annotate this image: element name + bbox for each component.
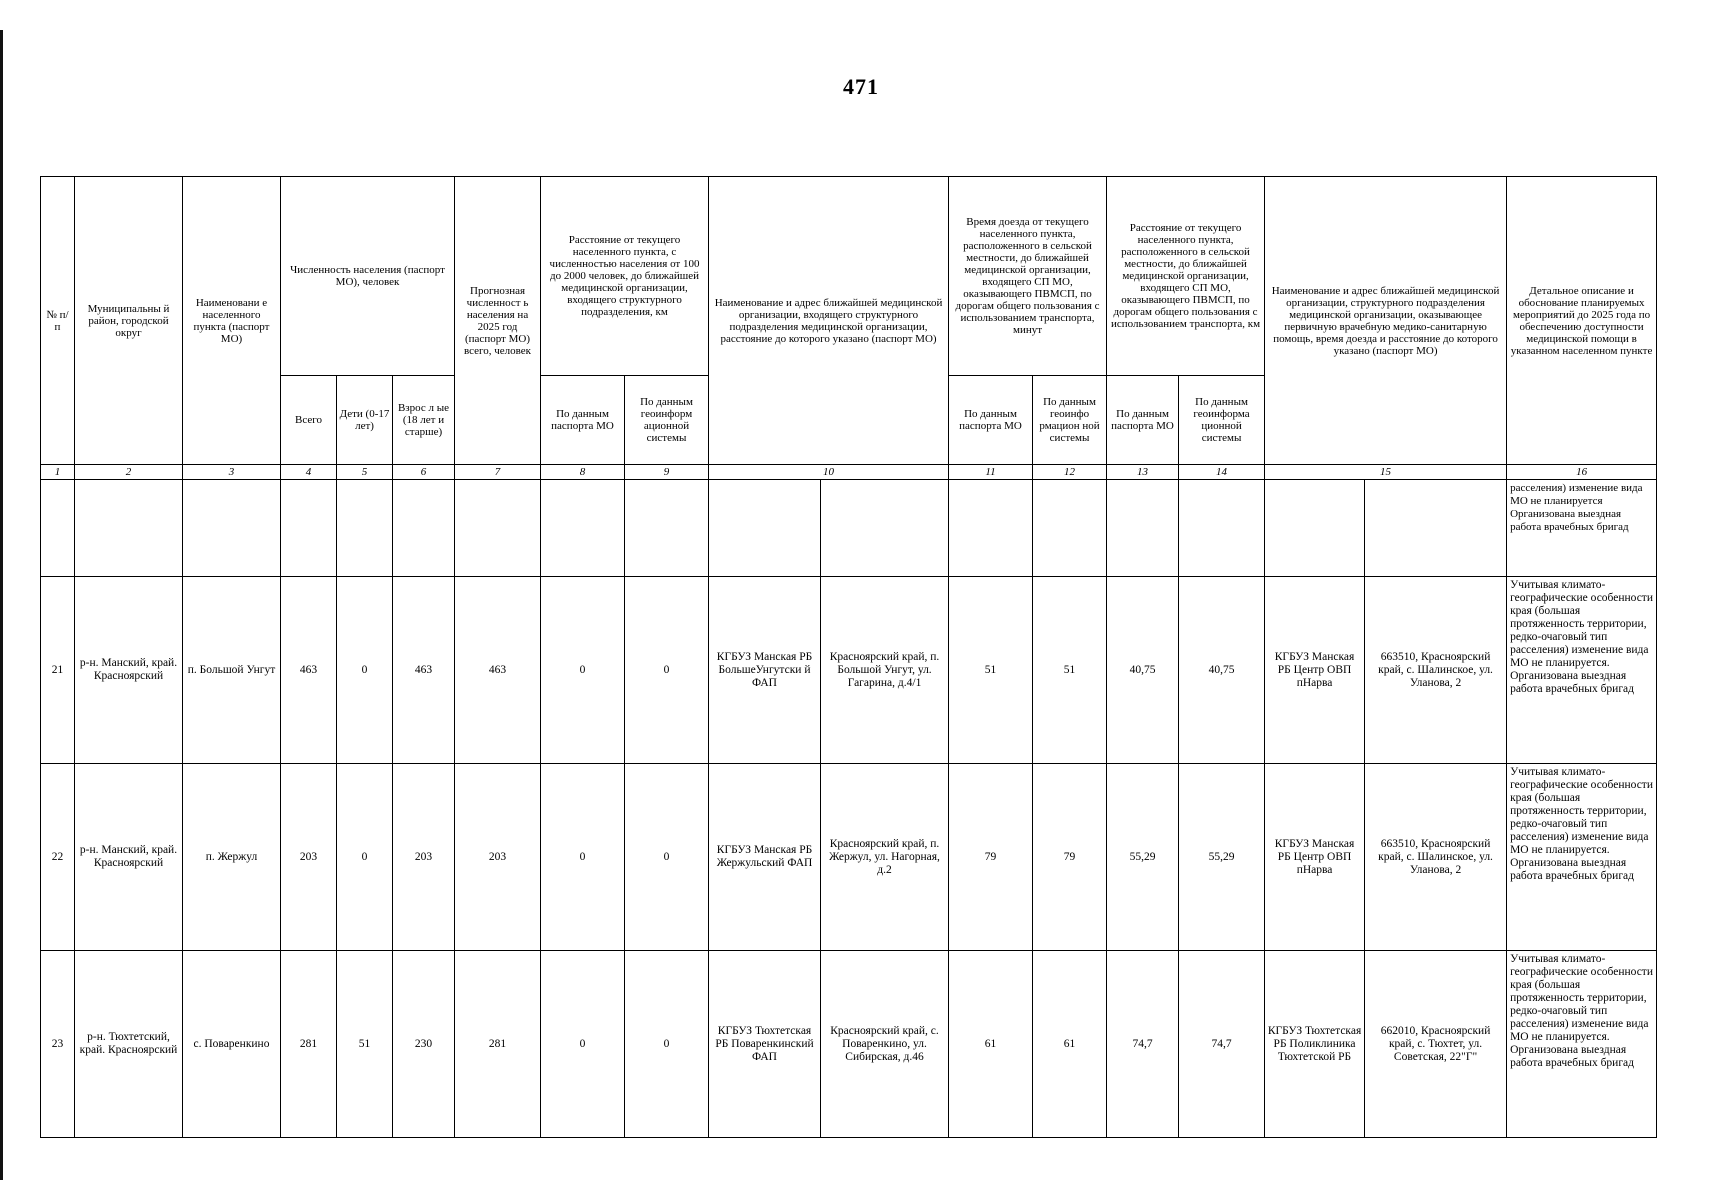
row-km-geo: 40,75: [1179, 577, 1265, 764]
col-header-description: Детальное описание и обоснование планируемых мероприятий до 2025 года по обеспечению доступности медицинской помощи в указанном населенном пункте: [1507, 177, 1657, 465]
col-header-population: Численность населения (паспорт МО), человек: [281, 177, 455, 376]
row-forecast: 463: [455, 577, 541, 764]
col-number: 5: [337, 465, 393, 480]
row-pvmsp-name: КГБУЗ Тюхтетская РБ Поликлиника Тюхтетской РБ: [1265, 951, 1365, 1138]
row-km-geo: 55,29: [1179, 764, 1265, 951]
col-header-travel-time: Время доезда от текущего населенного пункта, расположенного в сельской местности, до ближайшей медицинской организации, входящего СП МО, оказывающего ПВМСП, по дорогам общего пользования с использованием транспорта, минут: [949, 177, 1107, 376]
col-number: 8: [541, 465, 625, 480]
row-km-passport: 74,7: [1107, 951, 1179, 1138]
row-description: Учитывая климато-географические особенности края (большая протяженность территории, редко-очаговый тип расселения) изменение вида МО не планируется. Организована выездная работа врачебных бригад: [1507, 764, 1657, 951]
row-km-passport: 55,29: [1107, 764, 1179, 951]
row-pvmsp-address: 663510, Красноярский край, с. Шалинское, ул. Уланова, 2: [1365, 577, 1507, 764]
table-row: [41, 951, 1657, 1138]
row-mo-name: КГБУЗ Тюхтетская РБ Поваренкинский ФАП: [709, 951, 821, 1138]
col-header-time-geo: По данным геоинфо рмацион ной системы: [1033, 376, 1107, 465]
row-total: 281: [281, 951, 337, 1138]
row-children: 0: [337, 764, 393, 951]
row-time-passport: 79: [949, 764, 1033, 951]
row-num: 21: [41, 577, 75, 764]
col-header-km-passport: По данным паспорта МО: [1107, 376, 1179, 465]
row-settlement: п. Жержул: [183, 764, 281, 951]
col-number: 12: [1033, 465, 1107, 480]
row-time-passport: 51: [949, 577, 1033, 764]
row-time-geo: 51: [1033, 577, 1107, 764]
col-header-num: № п/ п: [41, 177, 75, 465]
row-mo-address: Красноярский край, п. Большой Унгут, ул. Гагарина, д.4/1: [821, 577, 949, 764]
row-settlement: с. Поваренкино: [183, 951, 281, 1138]
row-description: Учитывая климато-географические особенности края (большая протяженность территории, редко-очаговый тип расселения) изменение вида МО не планируется. Организована выездная работа врачебных бригад: [1507, 951, 1657, 1138]
table-row: [41, 764, 1657, 951]
col-header-distance-pvmsp: Расстояние от текущего населенного пункта, расположенного в сельской местности, до ближайшей медицинской организации, входящего СП МО, оказывающего ПВМСП, по дорогам общего пользования с использованием транспорта, км: [1107, 177, 1265, 376]
row-pvmsp-name: КГБУЗ Манская РБ Центр ОВП пНарва: [1265, 764, 1365, 951]
row-adults: 203: [393, 764, 455, 951]
page-number: 471: [843, 74, 879, 99]
col-number: 6: [393, 465, 455, 480]
row-forecast: 203: [455, 764, 541, 951]
row-dist-passport: 0: [541, 764, 625, 951]
col-header-forecast: Прогнозная численност ь населения на 2025 год (паспорт МО) всего, человек: [455, 177, 541, 465]
row-children: 51: [337, 951, 393, 1138]
col-header-dist-geo: По данным геоинформ ационной системы: [625, 376, 709, 465]
col-number: 3: [183, 465, 281, 480]
row-municipality: р-н. Тюхтетский, край. Красноярский: [75, 951, 183, 1138]
col-header-adults: Взрос л ые (18 лет и старше): [393, 376, 455, 465]
row-num: 23: [41, 951, 75, 1138]
col-number: 4: [281, 465, 337, 480]
row-total: 203: [281, 764, 337, 951]
row-pvmsp-name: КГБУЗ Манская РБ Центр ОВП пНарва: [1265, 577, 1365, 764]
row-pvmsp-address: 663510, Красноярский край, с. Шалинское, ул. Уланова, 2: [1365, 764, 1507, 951]
header-row: [41, 177, 1657, 376]
column-number-row: [41, 465, 1657, 480]
row-mo-address: Красноярский край, п. Жержул, ул. Нагорная, д.2: [821, 764, 949, 951]
table-row: [41, 577, 1657, 764]
row-mo-name: КГБУЗ Манская РБ БольшеУнгутски й ФАП: [709, 577, 821, 764]
col-number: 15: [1265, 465, 1507, 480]
row-time-geo: 61: [1033, 951, 1107, 1138]
row-time-geo: 79: [1033, 764, 1107, 951]
col-number: 1: [41, 465, 75, 480]
col-header-total: Всего: [281, 376, 337, 465]
row-dist-geo: 0: [625, 764, 709, 951]
col-number: 2: [75, 465, 183, 480]
row-time-passport: 61: [949, 951, 1033, 1138]
settlements-table: [40, 176, 1657, 1138]
col-header-distance-mo: Расстояние от текущего населенного пункта, с численностью населения от 100 до 2000 человек, до ближайшей медицинской организации, входящего структурного подразделения, км: [541, 177, 709, 376]
row-pvmsp-address: 662010, Красноярский край, с. Тюхтет, ул. Советская, 22"Г": [1365, 951, 1507, 1138]
col-number: 9: [625, 465, 709, 480]
col-header-nearest-pvmsp: Наименование и адрес ближайшей медицинской организации, структурного подразделения медицинской организации, оказывающее первичную врачебную медико-санитарную помощь, время доезда и расстояние до которого указано (паспорт МО): [1265, 177, 1507, 465]
col-header-time-passport: По данным паспорта МО: [949, 376, 1033, 465]
col-number: 16: [1507, 465, 1657, 480]
col-header-dist-passport: По данным паспорта МО: [541, 376, 625, 465]
col-header-children: Дети (0-17 лет): [337, 376, 393, 465]
col-header-nearest-mo: Наименование и адрес ближайшей медицинской организации, входящего структурного подразделения медицинской организации, расстояние до которого указано (паспорт МО): [709, 177, 949, 465]
col-number: 11: [949, 465, 1033, 480]
row-num: 22: [41, 764, 75, 951]
row-description: Учитывая климато-географические особенности края (большая протяженность территории, редко-очаговый тип расселения) изменение вида МО не планируется. Организована выездная работа врачебных бригад: [1507, 577, 1657, 764]
row-dist-geo: 0: [625, 951, 709, 1138]
row-children: 0: [337, 577, 393, 764]
row-mo-name: КГБУЗ Манская РБ Жержульский ФАП: [709, 764, 821, 951]
row-adults: 463: [393, 577, 455, 764]
row-mo-address: Красноярский край, с. Поваренкино, ул. Сибирская, д.46: [821, 951, 949, 1138]
scan-edge: [0, 30, 3, 1180]
row-forecast: 281: [455, 951, 541, 1138]
col-header-municipality: Муниципальны й район, городской округ: [75, 177, 183, 465]
col-header-km-geo: По данным геоинформа ционной системы: [1179, 376, 1265, 465]
row-settlement: п. Большой Унгут: [183, 577, 281, 764]
row-km-geo: 74,7: [1179, 951, 1265, 1138]
row-km-passport: 40,75: [1107, 577, 1179, 764]
row-total: 463: [281, 577, 337, 764]
col-header-settlement: Наименовани е населенного пункта (паспорт МО): [183, 177, 281, 465]
col-number: 7: [455, 465, 541, 480]
col-number: 13: [1107, 465, 1179, 480]
row-dist-passport: 0: [541, 577, 625, 764]
row-adults: 230: [393, 951, 455, 1138]
row-dist-geo: 0: [625, 577, 709, 764]
row-dist-passport: 0: [541, 951, 625, 1138]
row-municipality: р-н. Манский, край. Красноярский: [75, 577, 183, 764]
col-number: 10: [709, 465, 949, 480]
continuation-row: [41, 480, 1657, 577]
col-number: 14: [1179, 465, 1265, 480]
continuation-description: расселения) изменение вида МО не планируется Организована выездная работа врачебных бригад: [1507, 480, 1657, 577]
row-municipality: р-н. Манский, край. Красноярский: [75, 764, 183, 951]
